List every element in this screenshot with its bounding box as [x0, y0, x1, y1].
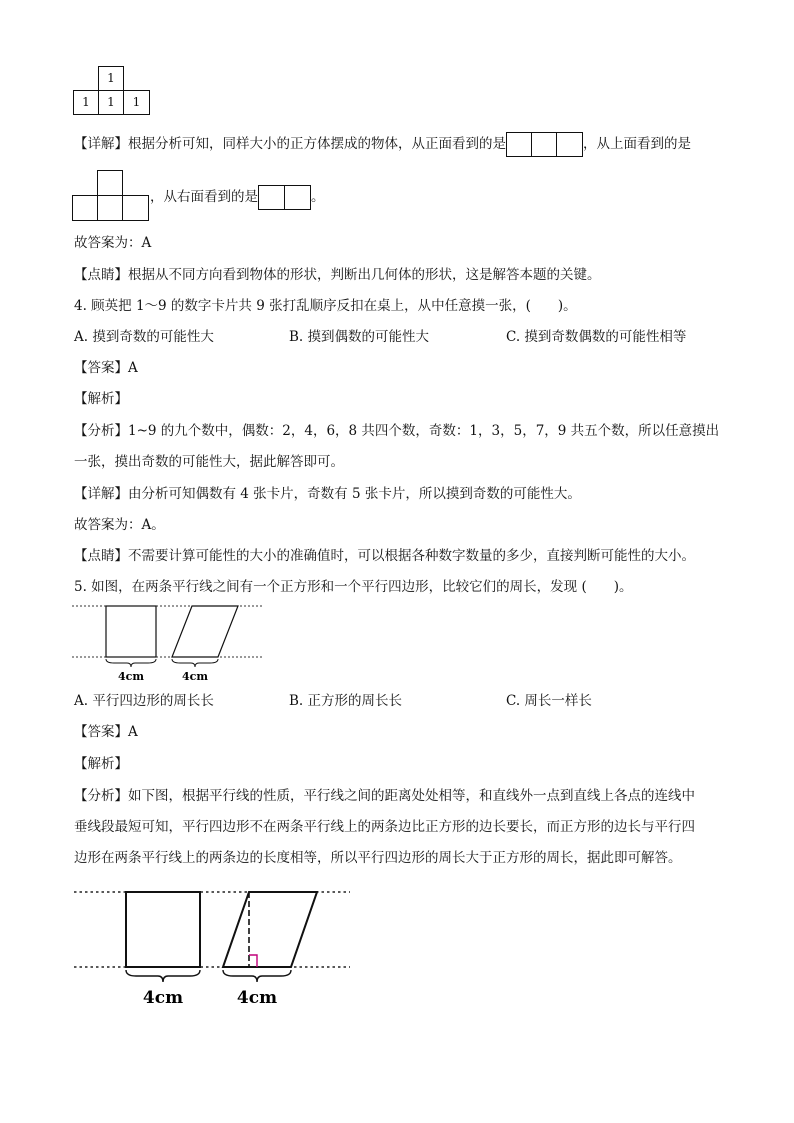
square-brace [106, 659, 156, 667]
q5-explanation-figure [72, 884, 358, 1010]
answer-value: A [128, 360, 138, 376]
q5-analysis-line2: 垂线段最短可知，平行四边形不在两条平行线上的两条边比正方形的边长要长，而正方形的边长与平行四 [74, 819, 695, 835]
q4-analysis-line2: 一张，摸出奇数的可能性大，据此解答即可。 [74, 454, 344, 470]
square-length-label: 4cm [142, 988, 184, 1008]
parallelogram-length-label: 4cm [182, 670, 208, 683]
grid-cell: 1 [73, 90, 99, 115]
question-4-stem: 4. 顾英把 1～9 的数字卡片共 9 张打乱顺序反扣在桌上，从中任意摸一张，( )。 [74, 298, 577, 314]
detail-q3-line1 [74, 131, 691, 157]
q5-answer [74, 723, 138, 741]
q4-option-c: C. 摸到奇数偶数的可能性相等 [506, 329, 687, 345]
q5-analysis-line3: 边形在两条平行线上的两条边的长度相等，所以平行四边形的周长大于正方形的周长，据此即可解答。 [74, 850, 682, 866]
q5-figure [70, 600, 270, 686]
q4-detail [74, 485, 581, 503]
right-angle-marker [249, 955, 257, 967]
comment-q3 [74, 266, 601, 284]
comment-text: 根据从不同方向看到物体的形状，判断出几何体的形状，这是解答本题的关键。 [128, 267, 601, 283]
q5-analysis-line1 [74, 787, 695, 805]
square-shape [126, 892, 200, 967]
q4-answer [74, 359, 138, 377]
fenxi-tag: 【分析】 [74, 788, 128, 804]
q4-conclusion: 故答案为：A。 [74, 517, 165, 533]
detail-tag: 【详解】 [74, 136, 128, 152]
detail-text: 。 [311, 189, 325, 205]
parallelogram-length-label: 4cm [236, 988, 278, 1008]
parallelogram-brace [223, 970, 291, 982]
right-view-figure [258, 185, 311, 210]
q4-option-a: A. 摸到奇数的可能性大 [74, 329, 214, 345]
fenxi-text: 如下图，根据平行线的性质，平行线之间的距离处处相等，和直线外一点到直线上各点的连线中 [128, 788, 695, 804]
parallelogram-shape [223, 892, 317, 967]
question-5-stem: 5. 如图，在两条平行线之间有一个正方形和一个平行四边形，比较它们的周长，发现 ( )。 [74, 579, 633, 595]
fenxi-text: 1~9 的九个数中，偶数：2，4，6，8 共四个数，奇数：1，3，5，7，9 共五个数，所以任意摸出 [128, 423, 720, 439]
square-shape [106, 606, 156, 657]
q5-option-a: A. 平行四边形的周长长 [74, 693, 214, 709]
answer-value: A [128, 724, 138, 740]
parallelogram-brace [172, 659, 218, 667]
detail-text: 由分析可知偶数有 4 张卡片，奇数有 5 张卡片，所以摸到奇数的可能性大。 [128, 486, 581, 502]
parallelogram-shape [172, 606, 238, 657]
q4-analysis-line1 [74, 422, 719, 440]
grid-cell: 1 [98, 66, 124, 91]
q4-analysis-tag: 【解析】 [74, 391, 128, 407]
comment-text: 不需要计算可能性的大小的准确值时，可以根据各种数字数量的多少，直接判断可能性的大小。 [128, 548, 695, 564]
detail-text: ，从上面看到的是 [583, 136, 691, 152]
answer-q3: 故答案为：A [74, 235, 152, 251]
q5-option-c: C. 周长一样长 [506, 693, 592, 709]
q5-option-b: B. 正方形的周长长 [289, 693, 403, 709]
detail-text: 根据分析可知，同样大小的正方体摆成的物体，从正面看到的是 [128, 136, 506, 152]
detail-q3-line2 [150, 184, 325, 210]
front-view-figure [506, 132, 583, 157]
q4-comment [74, 547, 695, 565]
answer-tag: 【答案】 [74, 360, 128, 376]
grid-cell: 1 [123, 90, 150, 115]
comment-tag: 【点睛】 [74, 267, 128, 283]
q5-analysis-tag: 【解析】 [74, 756, 128, 772]
q4-option-b: B. 摸到偶数的可能性大 [289, 329, 430, 345]
fenxi-tag: 【分析】 [74, 423, 128, 439]
comment-tag: 【点睛】 [74, 548, 128, 564]
square-length-label: 4cm [118, 670, 144, 683]
answer-tag: 【答案】 [74, 724, 128, 740]
detail-text: ，从右面看到的是 [150, 189, 258, 205]
detail-tag: 【详解】 [74, 486, 128, 502]
grid-cell: 1 [98, 90, 124, 115]
square-brace [126, 970, 200, 982]
